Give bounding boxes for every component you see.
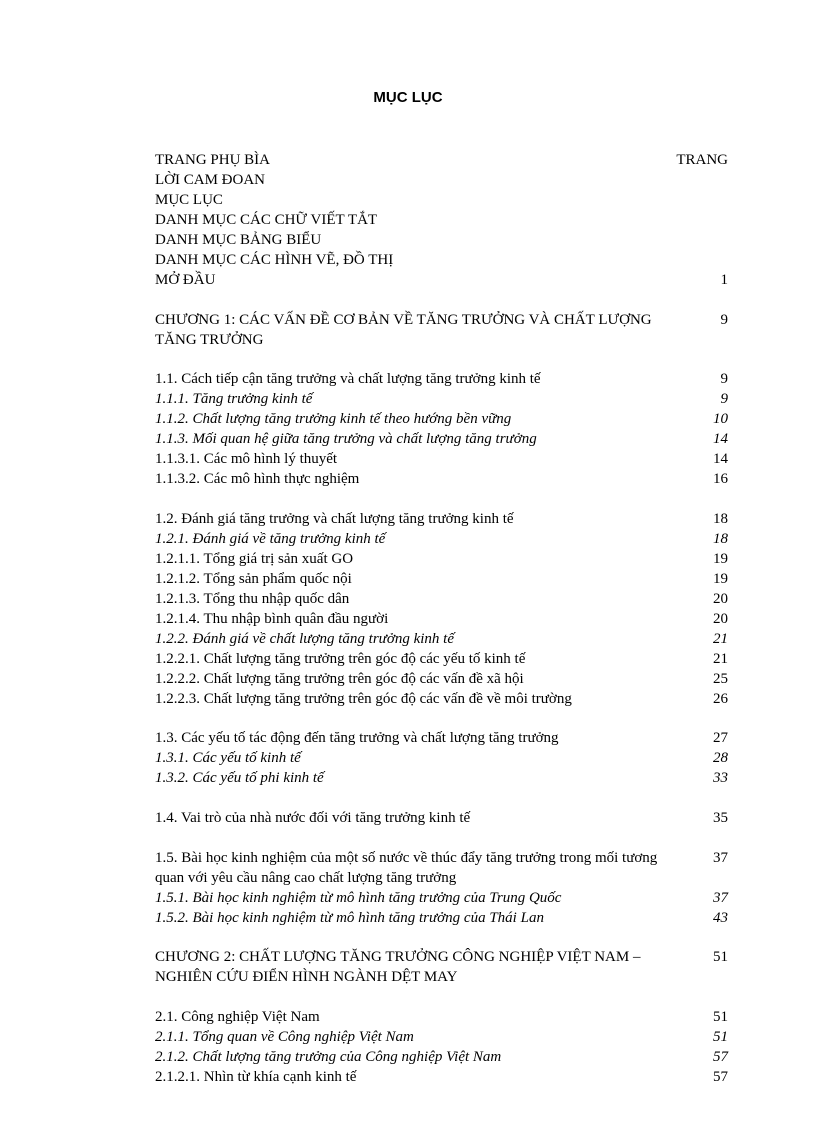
toc-entry — [155, 449, 728, 469]
toc-entry — [155, 170, 728, 190]
toc-entry-title: 1.2.1.4. Thu nhập bình quân đầu người — [155, 611, 389, 627]
toc-entry — [155, 748, 728, 768]
toc-group — [155, 808, 728, 828]
toc-entry — [155, 529, 728, 549]
toc-entry — [155, 210, 728, 230]
toc-entry-title: 1.2.2.3. Chất lượng tăng trưởng trên góc độ các vấn đề về môi trường — [155, 691, 572, 707]
toc-entry — [155, 1027, 728, 1047]
toc-entry — [155, 270, 728, 290]
toc-entry-page: 1 — [720, 272, 728, 288]
toc-entry-page: 19 — [713, 551, 728, 567]
toc-entry-title: 1.1. Cách tiếp cận tăng trưởng và chất lượng tăng trưởng kinh tế — [155, 371, 541, 387]
toc-entry — [155, 569, 728, 589]
toc-entry — [155, 1067, 728, 1087]
toc-entry-title: 1.5.2. Bài học kinh nghiệm từ mô hình tăng trưởng của Thái Lan — [155, 910, 544, 926]
toc-entry-page: 9 — [720, 391, 728, 407]
toc-entry-page: 33 — [713, 770, 728, 786]
toc-entry — [155, 1047, 728, 1067]
toc-entry-title: CHƯƠNG 1: CÁC VẤN ĐỀ CƠ BẢN VỀ TĂNG TRƯỞNG VÀ CHẤT LƯỢNG TĂNG TRƯỞNG — [155, 312, 652, 348]
toc-entry — [155, 947, 728, 987]
toc-entry-title: 1.1.1. Tăng trưởng kinh tế — [155, 391, 313, 407]
toc-entry — [155, 888, 728, 908]
toc-entry-page: 26 — [713, 691, 728, 707]
toc-entry — [155, 409, 728, 429]
toc-entry — [155, 469, 728, 489]
toc-entry-page: 9 — [720, 312, 728, 328]
toc-entry-page: 51 — [713, 1029, 728, 1045]
toc-entry — [155, 728, 728, 748]
toc-entry-page: 18 — [713, 511, 728, 527]
toc-entry-title: MỞ ĐẦU — [155, 272, 216, 288]
toc-group — [155, 848, 728, 928]
toc-entry-title: 1.2.2.2. Chất lượng tăng trưởng trên góc độ các vấn đề xã hội — [155, 671, 524, 687]
toc-entry-page: 20 — [713, 611, 728, 627]
toc-entry — [155, 589, 728, 609]
toc-group — [155, 150, 728, 290]
toc-entry — [155, 669, 728, 689]
toc-entry — [155, 609, 728, 629]
toc-entry-title: 1.1.3.1. Các mô hình lý thuyết — [155, 451, 338, 467]
toc-entry-page: TRANG — [676, 152, 728, 168]
toc-entry-page: 28 — [713, 750, 728, 766]
toc-entry-title: 1.1.3. Mối quan hệ giữa tăng trưởng và chất lượng tăng trưởng — [155, 431, 537, 447]
toc-group — [155, 1007, 728, 1087]
toc-entry-page: 14 — [713, 451, 728, 467]
toc-entry-title: 1.5.1. Bài học kinh nghiệm từ mô hình tăng trưởng của Trung Quốc — [155, 890, 562, 906]
toc-entry — [155, 848, 728, 888]
toc-entry — [155, 649, 728, 669]
toc-group — [155, 947, 728, 987]
toc-entry-title: DANH MỤC CÁC CHỮ VIẾT TẮT — [155, 212, 378, 228]
toc-entry — [155, 549, 728, 569]
toc-entry-title: 1.2.1.1. Tổng giá trị sản xuất GO — [155, 551, 354, 567]
toc-entry-title: 1.2.1. Đánh giá về tăng trưởng kinh tế — [155, 531, 386, 547]
toc-entry-title: CHƯƠNG 2: CHẤT LƯỢNG TĂNG TRƯỞNG CÔNG NGHIỆP VIỆT NAM – NGHIÊN CỨU ĐIỂN HÌNH NGÀNH DỆT MAY — [155, 949, 641, 985]
toc-entry-title: 2.1.2.1. Nhìn từ khía cạnh kinh tế — [155, 1069, 357, 1085]
toc-group — [155, 728, 728, 788]
toc-entry-title: 2.1.1. Tổng quan về Công nghiệp Việt Nam — [155, 1029, 414, 1045]
toc-entry-page: 57 — [713, 1049, 728, 1065]
toc-entry — [155, 808, 728, 828]
toc-entry-title: 1.5. Bài học kinh nghiệm của một số nước về thúc đẩy tăng trưởng trong mối tương quan với yêu cầu nâng cao chất lượng tăng trưởng — [155, 850, 658, 886]
toc-entry-title: 2.1.2. Chất lượng tăng trưởng của Công nghiệp Việt Nam — [155, 1049, 502, 1065]
toc-entry-page: 20 — [713, 591, 728, 607]
toc-entry — [155, 908, 728, 928]
toc-entry-page: 51 — [713, 949, 728, 965]
toc-entry-page: 19 — [713, 571, 728, 587]
toc-group — [155, 509, 728, 709]
toc-entry-page: 57 — [713, 1069, 728, 1085]
toc-entry-title: 1.2.2.1. Chất lượng tăng trưởng trên góc độ các yếu tố kinh tế — [155, 651, 526, 667]
toc-entry — [155, 310, 728, 350]
toc-entry-page: 18 — [713, 531, 728, 547]
toc-entry-page: 35 — [713, 810, 728, 826]
toc-entry-page: 9 — [720, 371, 728, 387]
toc-entry-title: 1.2.1.2. Tổng sản phẩm quốc nội — [155, 571, 352, 587]
toc-entry-page: 37 — [713, 850, 728, 866]
toc-entry — [155, 509, 728, 529]
page-title: MỤC LỤC — [373, 89, 443, 106]
toc-entry-page: 27 — [713, 730, 728, 746]
toc-group — [155, 369, 728, 489]
toc-entry — [155, 250, 728, 270]
toc-entry — [155, 190, 728, 210]
toc-entry — [155, 1007, 728, 1027]
toc-entry-title: 1.3.1. Các yếu tố kinh tế — [155, 750, 301, 766]
toc-entry-title: 1.1.2. Chất lượng tăng trưởng kinh tế theo hướng bền vững — [155, 411, 512, 427]
toc-entry-page: 43 — [713, 910, 728, 926]
toc-entry-page: 25 — [713, 671, 728, 687]
toc-entry-title: DANH MỤC BẢNG BIỂU — [155, 232, 322, 248]
toc-group — [155, 310, 728, 350]
toc-entry-title: 1.4. Vai trò của nhà nước đối với tăng trưởng kinh tế — [155, 810, 471, 826]
toc-entry-title: 1.3. Các yếu tố tác động đến tăng trưởng và chất lượng tăng trưởng — [155, 730, 559, 746]
toc-entry-page: 16 — [713, 471, 728, 487]
toc-entry-title: MỤC LỤC — [155, 192, 223, 208]
toc-entry-title: LỜI CAM ĐOAN — [155, 172, 265, 188]
toc-entry — [155, 768, 728, 788]
toc-entry-page: 14 — [713, 431, 728, 447]
toc-entry-page: 21 — [713, 651, 728, 667]
toc-entry-title: 1.2.2. Đánh giá về chất lượng tăng trưởng kinh tế — [155, 631, 455, 647]
toc-entry-page: 51 — [713, 1009, 728, 1025]
toc-entry — [155, 429, 728, 449]
toc-entry — [155, 389, 728, 409]
toc-entry — [155, 689, 728, 709]
toc-entry — [155, 369, 728, 389]
toc-entry-title: 1.3.2. Các yếu tố phi kinh tế — [155, 770, 324, 786]
toc-entry — [155, 629, 728, 649]
toc-entry-title: 1.1.3.2. Các mô hình thực nghiệm — [155, 471, 360, 487]
toc-entry-title: TRANG PHỤ BÌA — [155, 152, 271, 168]
toc-entry-title: 1.2.1.3. Tổng thu nhập quốc dân — [155, 591, 350, 607]
toc-entry-page: 21 — [713, 631, 728, 647]
toc-entry-page: 37 — [713, 890, 728, 906]
toc-entry-title: 1.2. Đánh giá tăng trưởng và chất lượng tăng trưởng kinh tế — [155, 511, 514, 527]
toc-entry-title: 2.1. Công nghiệp Việt Nam — [155, 1009, 320, 1025]
toc-entry-page: 10 — [713, 411, 728, 427]
toc-entry — [155, 150, 728, 170]
toc-entry-title: DANH MỤC CÁC HÌNH VẼ, ĐỒ THỊ — [155, 252, 394, 268]
toc-entry — [155, 230, 728, 250]
